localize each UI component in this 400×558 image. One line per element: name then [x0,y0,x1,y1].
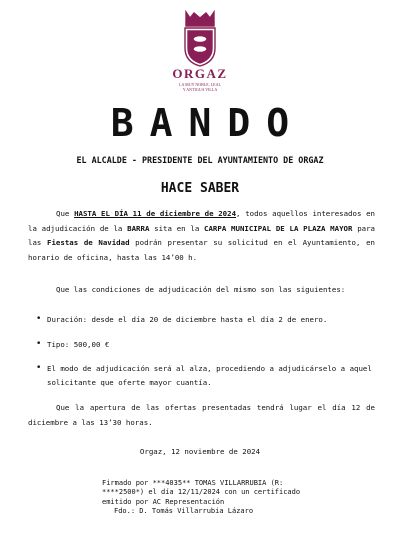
signature-line: emitido por AC Representación [102,497,225,506]
list-item-text: El modo de adjudicación será al alza, procediendo a adjudicárselo a aquel solicitante que oferte mayor cuantía. [47,364,372,387]
deadline-text: HASTA EL DÍA 11 de diciembre de 2024 [74,209,237,218]
list-item [36,362,372,389]
paragraph-deadline [28,207,375,266]
conditions-list [36,313,372,389]
text: Que las condiciones de adjudicación del mismo son las siguientes: [56,285,346,294]
motto-line: LA MUY NOBLE, LEAL [179,82,221,87]
bullet-icon: • [36,314,42,324]
town-motto [0,82,400,92]
text: Que la apertura de las ofertas presentadas tendrá lugar el día 12 de diciembre a las 13’30 horas. [28,403,375,427]
paragraph-opening [28,401,375,430]
signature-line: ****2500*) el día 12/11/2024 con un certificado [102,488,301,497]
text: para las [28,223,375,248]
signature-line: Firmado por ***4035** TOMAS VILLARRUBIA (R: [102,479,284,487]
list-item [36,313,372,327]
event-text: Fiestas de Navidad [47,238,130,248]
bar-text: BARRA [127,223,150,233]
bullet-icon: • [36,363,42,373]
document-date: Orgaz, 12 noviembre de 2024 [139,447,261,456]
text: sita en la [149,223,205,233]
signature-name: Fdo.: D. Tomás Villarrubia Lázaro [114,507,254,516]
paragraph-conditions-intro [28,283,375,298]
list-item [36,338,372,352]
document-subtitle: EL ALCALDE - PRESIDENTE DEL AYUNTAMIENTO DE ORGAZ [76,155,324,165]
town-coat-of-arms-icon [178,8,222,68]
venue-text: CARPA MUNICIPAL DE LA PLAZA MAYOR [204,223,353,233]
text: podrán presentar su solicitud en el Ayuntamiento, en horario de oficina, hasta las 14’00 h. [28,238,376,263]
section-heading: HACE SABER [160,181,240,196]
document-title: BANDO [110,101,306,145]
list-item-text: Duración: desde el día 20 de diciembre hasta el día 2 de enero. [47,315,328,324]
bullet-icon: • [36,338,42,349]
text: , todos aquellos interesados en la adjudicación de la [28,209,376,233]
digital-signature [102,479,312,517]
text: Que [56,209,75,218]
town-name: ORGAZ [172,66,228,81]
list-item-text: Tipo: 500,00 € [47,339,110,349]
motto-line: Y ANTIGUA VILLA [182,87,218,92]
